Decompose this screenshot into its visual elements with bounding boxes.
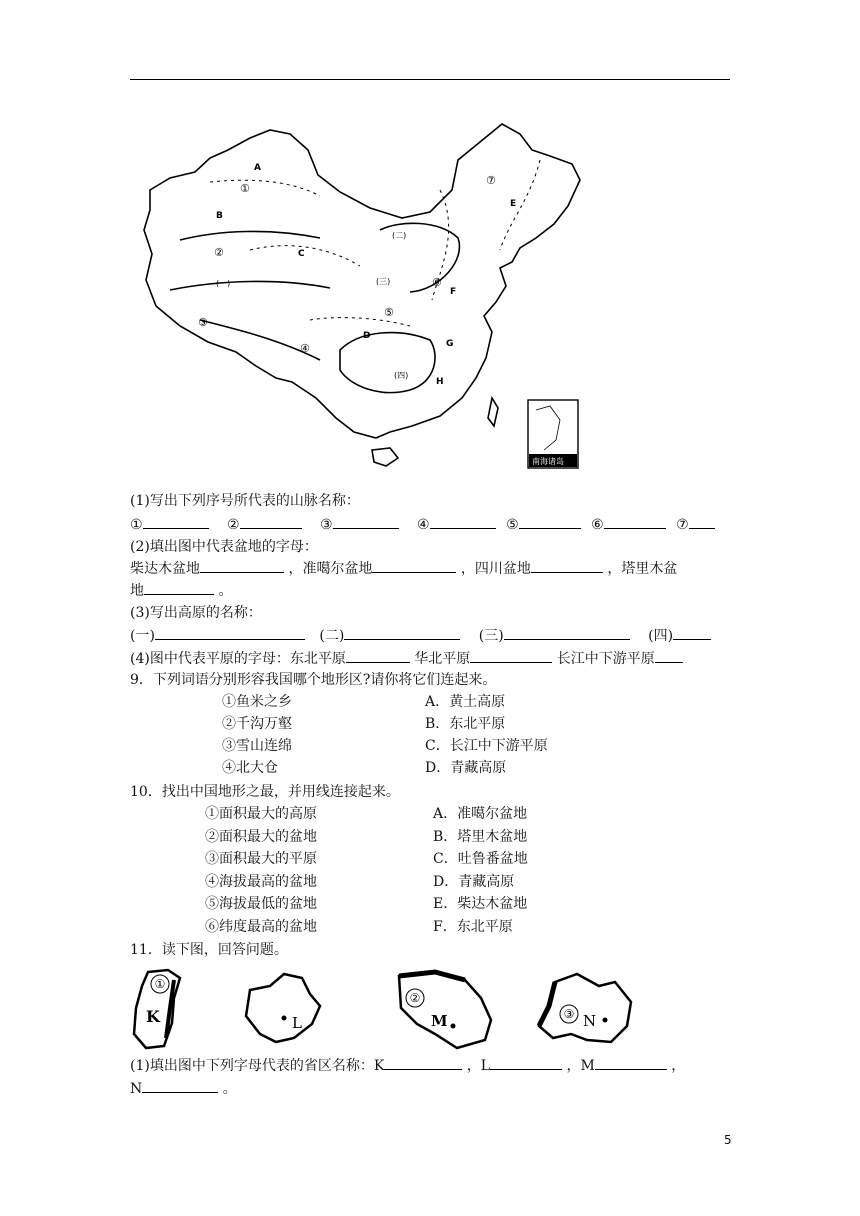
blank-label: ，四川盆地: [460, 561, 531, 577]
blank-label: 柴达木盆地: [130, 561, 200, 577]
answer-blank[interactable]: [504, 625, 630, 640]
blank-label: (一): [130, 628, 155, 644]
match-item[interactable]: ②千沟万壑: [222, 716, 292, 732]
match-item[interactable]: ①面积最大的高原: [205, 806, 317, 822]
blank-label: (二): [319, 628, 345, 644]
blank-label: (1)填出图中下列字母代表的省区名称：K: [130, 1058, 385, 1074]
match-item[interactable]: ③雪山连绵: [222, 738, 292, 754]
q8-sub4: [130, 648, 683, 670]
map-mark-1: ①: [240, 182, 250, 195]
blank-label: ①: [130, 517, 143, 533]
sichuan-basin-edge: [340, 333, 435, 393]
answer-blank[interactable]: [604, 514, 666, 529]
q8-sub2-line1: [130, 558, 677, 580]
map-label-h: H: [436, 377, 444, 387]
q10-left-column: [205, 804, 317, 939]
blank-label: ，M: [566, 1058, 595, 1074]
match-option[interactable]: F．东北平原: [433, 918, 513, 935]
map-label-b: B: [216, 211, 223, 221]
kunlun-range: [170, 281, 330, 290]
china-outline: [144, 124, 580, 438]
tarim-range: [180, 231, 320, 240]
match-option[interactable]: B．塔里木盆地: [433, 828, 528, 845]
answer-blank[interactable]: [470, 648, 552, 663]
blank-label: ，准噶尔盆地: [288, 561, 373, 577]
q9-right-column: [425, 692, 548, 780]
map-mark-5: ⑤: [384, 306, 394, 319]
match-option[interactable]: E．柴达木盆地: [433, 896, 528, 912]
match-option[interactable]: B．东北平原: [425, 716, 506, 732]
blank-label: ，塔里木盆: [607, 561, 678, 577]
map-label-g: G: [446, 339, 454, 349]
province-mark: ②: [409, 991, 421, 1005]
map-mark-3: ③: [198, 316, 208, 329]
match-option[interactable]: A．黄土高原: [425, 694, 506, 710]
map-plateau-3: (三): [376, 277, 391, 286]
page-number: 5: [724, 1133, 732, 1147]
map-plateau-2: (二): [392, 231, 407, 240]
inset-label: 南海诸岛: [532, 457, 564, 466]
answer-blank[interactable]: [200, 558, 284, 573]
q9-left-column: [222, 692, 292, 780]
hainan-island: [372, 448, 398, 466]
province-mark: ③: [563, 1007, 575, 1021]
province-letter: K: [146, 1007, 160, 1026]
answer-blank[interactable]: [144, 580, 214, 595]
map-label-c: C: [298, 249, 305, 259]
answer-blank[interactable]: [689, 514, 715, 529]
match-item[interactable]: ④北大仓: [222, 760, 278, 776]
match-item[interactable]: ⑥纬度最高的盆地: [205, 918, 317, 935]
q10-title: 10．找出中国地形之最，并用线连接起来。: [130, 784, 400, 800]
province-letter: N: [583, 1012, 597, 1030]
match-item[interactable]: ①鱼米之乡: [222, 694, 292, 710]
map-plateau-1: (一): [216, 279, 231, 288]
answer-blank[interactable]: [346, 648, 410, 663]
province-l-map: [240, 968, 324, 1050]
china-terrain-map: [140, 120, 595, 472]
south-china-sea-inset: [528, 400, 578, 468]
match-item[interactable]: ④海拔最高的盆地: [205, 873, 317, 890]
q8-sub2: (2)填出图中代表盆地的字母：: [130, 539, 318, 555]
map-label-f: F: [450, 287, 457, 297]
answer-blank[interactable]: [344, 625, 460, 640]
q11-title: 11．读下图，回答问题。: [130, 942, 288, 958]
match-item[interactable]: ②面积最大的盆地: [205, 828, 317, 845]
match-item[interactable]: ③面积最大的平原: [205, 851, 317, 867]
province-letter: L: [292, 1014, 302, 1032]
header-rule: [130, 79, 730, 80]
blank-label: (三): [478, 628, 504, 644]
q10-right-column: [433, 804, 528, 939]
blank-label: ⑥: [591, 517, 604, 533]
map-label-d: D: [363, 331, 371, 341]
answer-blank[interactable]: [155, 625, 305, 640]
answer-blank[interactable]: [240, 514, 302, 529]
match-option[interactable]: C．长江中下游平原: [425, 738, 548, 754]
map-mark-4: ④: [300, 342, 310, 355]
blank-label: ⑦: [676, 517, 689, 533]
answer-blank[interactable]: [430, 514, 496, 529]
answer-blank[interactable]: [531, 558, 603, 573]
answer-blank[interactable]: [519, 514, 581, 529]
province-mark: ①: [154, 977, 166, 991]
province-k-map: [128, 968, 188, 1050]
answer-blank[interactable]: [595, 1055, 667, 1070]
map-mark-7: ⑦: [486, 174, 496, 187]
q8-sub1: (1)写出下列序号所代表的山脉名称：: [130, 493, 360, 509]
q11-sub1: [130, 1055, 685, 1077]
blank-label: (4)图中代表平原的字母：东北平原: [130, 651, 346, 667]
map-label-e: E: [510, 199, 517, 209]
map-mark-6: ⑥: [432, 276, 442, 289]
answer-blank[interactable]: [143, 514, 209, 529]
match-option[interactable]: D．青藏高原: [433, 873, 515, 890]
blank-label: 。: [218, 583, 233, 599]
answer-blank[interactable]: [673, 625, 711, 640]
blank-label: ②: [227, 517, 240, 533]
answer-blank[interactable]: [142, 1078, 218, 1093]
province-n-map: [535, 968, 635, 1050]
blank-label: ，: [671, 1058, 686, 1074]
blank-label: N: [130, 1081, 143, 1097]
blank-label: 长江中下游平原: [556, 651, 655, 667]
match-option[interactable]: A．准噶尔盆地: [433, 806, 528, 822]
q8-sub3: (3)写出高原的名称：: [130, 605, 262, 621]
blank-label: ③: [320, 517, 333, 533]
province-letter: M: [431, 1012, 448, 1030]
map-plateau-4: (四): [394, 371, 409, 380]
blank-label: 地: [130, 583, 144, 599]
map-mark-2: ②: [214, 246, 224, 259]
answer-blank[interactable]: [372, 558, 456, 573]
q8-sub1-blanks: [130, 514, 715, 536]
blank-label: ⑤: [506, 517, 519, 533]
map-label-a: A: [254, 163, 261, 173]
q8-sub2-line2: [130, 580, 232, 602]
answer-blank[interactable]: [384, 1055, 462, 1070]
answer-blank[interactable]: [333, 514, 399, 529]
blank-label: 。: [222, 1081, 237, 1097]
match-option[interactable]: D．青藏高原: [425, 760, 507, 776]
q9-title: 9．下列词语分别形容我国哪个地形区?请你将它们连起来。: [130, 672, 497, 688]
answer-blank[interactable]: [490, 1055, 562, 1070]
blank-label: 华北平原: [414, 651, 471, 667]
taiwan-island: [488, 398, 498, 426]
blank-label: ④: [417, 517, 430, 533]
match-item[interactable]: ⑤海拔最低的盆地: [205, 896, 317, 912]
blank-label: (四): [648, 628, 674, 644]
match-option[interactable]: C．吐鲁番盆地: [433, 851, 528, 867]
answer-blank[interactable]: [655, 648, 683, 663]
q11-sub1-line2: [130, 1078, 237, 1100]
province-m-map: [395, 968, 495, 1050]
blank-label: ，L: [466, 1058, 491, 1074]
q8-sub3-blanks: [130, 625, 711, 647]
